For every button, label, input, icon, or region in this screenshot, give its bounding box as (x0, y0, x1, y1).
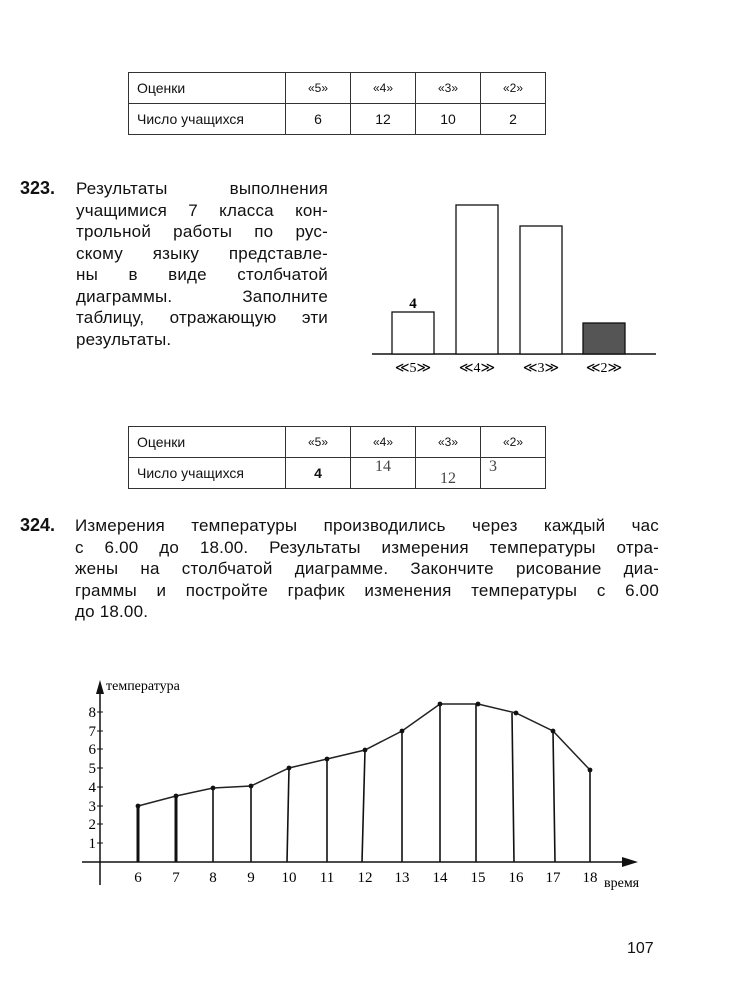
text-line: Измерения температуры производились через каждый час (75, 516, 659, 535)
task-324-text (75, 515, 659, 623)
text-line: трольной работы по рус- (76, 222, 328, 241)
y-axis-label: температура (106, 679, 180, 694)
svg-text:15: 15 (470, 870, 486, 886)
text-line: результаты. (76, 329, 172, 349)
text-line: учащимися 7 класса кон- (76, 200, 328, 220)
svg-text:6: 6 (134, 870, 142, 886)
answer-cell[interactable]: 12 (416, 458, 481, 489)
grade-cell: «5» (286, 427, 351, 458)
svg-text:11: 11 (319, 870, 335, 886)
category-label: ≪3≫ (522, 361, 560, 376)
count-cell: 10 (416, 104, 481, 135)
svg-text:17: 17 (545, 870, 561, 886)
category-label: ≪2≫ (585, 361, 623, 376)
answer-cell[interactable]: 3 (481, 458, 546, 489)
data-points (136, 702, 593, 809)
svg-text:7: 7 (88, 724, 96, 740)
page-number: 107 (627, 940, 654, 957)
text-line: до 18.00. (75, 602, 149, 621)
grades-table-answer (128, 426, 546, 489)
x-axis-label: время (604, 876, 640, 891)
task-323-text (76, 178, 328, 350)
svg-text:1: 1 (88, 836, 96, 852)
text-line: таблицу, отражающую эти (76, 308, 328, 327)
text-line: скому языку представле- (76, 243, 328, 263)
svg-text:6: 6 (88, 742, 96, 758)
svg-text:10: 10 (281, 870, 297, 886)
answer-cell[interactable]: 14 (351, 458, 416, 489)
svg-text:2: 2 (88, 817, 96, 833)
grade-cell: «3» (416, 73, 481, 104)
x-ticks (134, 870, 597, 886)
temperature-bars (138, 704, 590, 862)
svg-text:13: 13 (394, 870, 410, 886)
grade-cell: «5» (286, 73, 351, 104)
grade-cell: «3» (416, 427, 481, 458)
svg-text:3: 3 (88, 799, 96, 815)
text-line: с 6.00 до 18.00. Результаты измерения температуры отра- (75, 537, 659, 557)
x-axis-arrow-icon (622, 857, 638, 867)
svg-text:16: 16 (508, 870, 524, 886)
bar-grade-5 (392, 312, 434, 354)
svg-text:8: 8 (88, 705, 96, 721)
bar-grade-4 (456, 205, 498, 354)
y-ticks (89, 705, 104, 852)
svg-text:18: 18 (582, 870, 598, 886)
row-header-count: Число учащихся (129, 104, 286, 135)
text-line: диаграммы. Заполните (76, 286, 328, 306)
svg-text:8: 8 (209, 870, 217, 886)
grades-table-given (128, 72, 546, 135)
row-header-grades: Оценки (129, 427, 286, 458)
category-label: ≪5≫ (394, 361, 432, 376)
temperature-line (138, 704, 590, 806)
count-cell: 2 (481, 104, 546, 135)
grade-cell: «4» (351, 427, 416, 458)
task-number-324: 324. (20, 515, 56, 535)
svg-text:14: 14 (432, 870, 448, 886)
text-line: граммы и постройте график изменения температуры с 6.00 (75, 580, 659, 600)
svg-text:7: 7 (172, 870, 180, 886)
bar-grade-2 (583, 323, 625, 354)
svg-text:5: 5 (88, 761, 96, 777)
count-cell: 12 (351, 104, 416, 135)
grade-bar-chart (360, 190, 660, 380)
answer-cell[interactable]: 4 (286, 458, 351, 489)
y-axis-arrow-icon (96, 680, 104, 694)
row-header-grades: Оценки (129, 73, 286, 104)
grade-cell: «2» (481, 427, 546, 458)
count-cell: 6 (286, 104, 351, 135)
category-label: ≪4≫ (458, 361, 496, 376)
grade-cell: «2» (481, 73, 546, 104)
task-number-323: 323. (20, 178, 56, 198)
svg-text:4: 4 (88, 780, 96, 796)
text-line: Результаты выполнения (76, 179, 328, 198)
bar-value-label: 4 (409, 296, 417, 312)
bar-grade-3 (520, 226, 562, 354)
grade-cell: «4» (351, 73, 416, 104)
text-line: жены на столбчатой диаграмме. Закончите рисование диа- (75, 559, 659, 578)
svg-text:12: 12 (357, 870, 373, 886)
text-line: ны в виде столбчатой (76, 265, 328, 284)
svg-text:9: 9 (247, 870, 255, 886)
row-header-count: Число учащихся (129, 458, 286, 489)
